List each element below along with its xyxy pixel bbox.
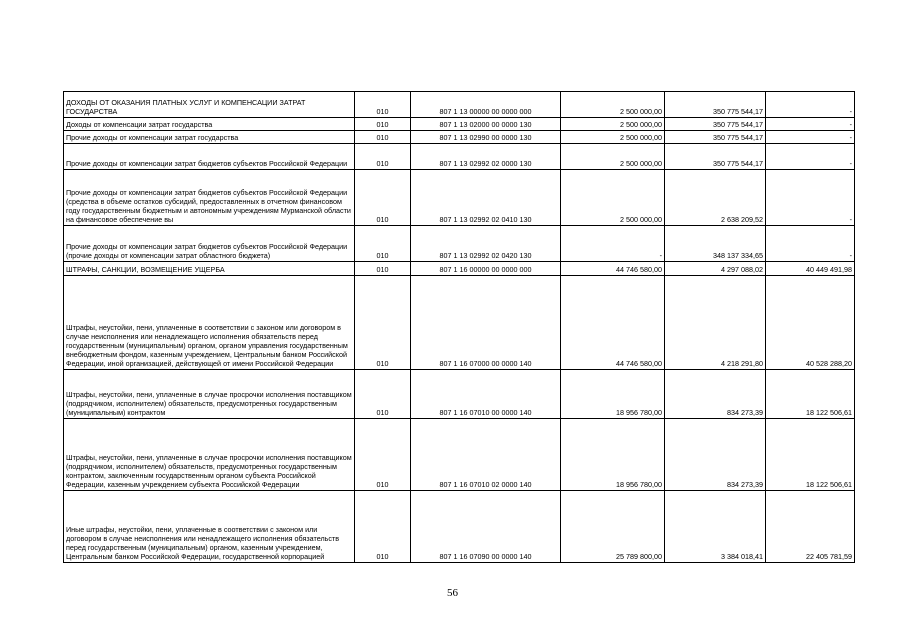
row-kbk: 807 1 16 07010 02 0000 140 xyxy=(411,419,561,491)
row-name: Иные штрафы, неустойки, пени, уплаченные в соответствии с законом или договором в случае неисполнения или ненадлежащего исполнения обязательств перед государственным (муниципальным) органом, казенным учреждением, Центральным банком Российской Федерации, государственной корпорацией xyxy=(64,491,355,563)
row-name: Штрафы, неустойки, пени, уплаченные в случае просрочки исполнения поставщиком (подрядчиком, исполнителем) обязательств, предусмотренных государственным контрактом, заключенным государственным органом субъекта Российской Федерации, казенным учреждением субъекта Российской Федерации xyxy=(64,419,355,491)
row-rest: - xyxy=(766,131,855,144)
row-fact: 3 384 018,41 xyxy=(665,491,766,563)
row-rest: - xyxy=(766,92,855,118)
row-plan: 2 500 000,00 xyxy=(561,118,665,131)
row-fact: 350 775 544,17 xyxy=(665,144,766,170)
table-row xyxy=(64,92,855,118)
row-name: Штрафы, неустойки, пени, уплаченные в случае просрочки исполнения поставщиком (подрядчиком, исполнителем) обязательств, предусмотренных государственным (муниципальным) контрактом xyxy=(64,370,355,419)
row-code: 010 xyxy=(355,170,411,226)
row-rest: 18 122 506,61 xyxy=(766,419,855,491)
row-kbk: 807 1 13 02000 00 0000 130 xyxy=(411,118,561,131)
table-row xyxy=(64,226,855,262)
row-fact: 834 273,39 xyxy=(665,419,766,491)
row-fact: 2 638 209,52 xyxy=(665,170,766,226)
row-rest: - xyxy=(766,170,855,226)
row-name: ДОХОДЫ ОТ ОКАЗАНИЯ ПЛАТНЫХ УСЛУГ И КОМПЕНСАЦИИ ЗАТРАТ ГОСУДАРСТВА xyxy=(64,92,355,118)
row-plan: 25 789 800,00 xyxy=(561,491,665,563)
row-kbk: 807 1 13 02990 00 0000 130 xyxy=(411,131,561,144)
row-name: Прочие доходы от компенсации затрат бюджетов субъектов Российской Федерации (средства в объеме остатков субсидий, предоставленных в отчетном финансовом году государственным бюджетным и автономным учреждениям Мурманской области на финансовое обеспечение вы xyxy=(64,170,355,226)
row-rest: - xyxy=(766,118,855,131)
row-kbk: 807 1 16 00000 00 0000 000 xyxy=(411,262,561,276)
row-code: 010 xyxy=(355,276,411,370)
row-plan: 44 746 580,00 xyxy=(561,262,665,276)
row-code: 010 xyxy=(355,491,411,563)
row-plan: 18 956 780,00 xyxy=(561,419,665,491)
row-fact: 4 218 291,80 xyxy=(665,276,766,370)
row-rest: 22 405 781,59 xyxy=(766,491,855,563)
row-kbk: 807 1 16 07090 00 0000 140 xyxy=(411,491,561,563)
row-kbk: 807 1 13 02992 02 0000 130 xyxy=(411,144,561,170)
row-rest: 40 449 491,98 xyxy=(766,262,855,276)
row-plan: 2 500 000,00 xyxy=(561,144,665,170)
row-code: 010 xyxy=(355,370,411,419)
row-name: ШТРАФЫ, САНКЦИИ, ВОЗМЕЩЕНИЕ УЩЕРБА xyxy=(64,262,355,276)
row-rest: - xyxy=(766,226,855,262)
row-plan: 2 500 000,00 xyxy=(561,131,665,144)
row-plan: 18 956 780,00 xyxy=(561,370,665,419)
row-code: 010 xyxy=(355,144,411,170)
table-row xyxy=(64,276,855,370)
row-code: 010 xyxy=(355,226,411,262)
row-kbk: 807 1 13 00000 00 0000 000 xyxy=(411,92,561,118)
row-code: 010 xyxy=(355,419,411,491)
row-fact: 350 775 544,17 xyxy=(665,118,766,131)
row-rest: 40 528 288,20 xyxy=(766,276,855,370)
row-fact: 4 297 088,02 xyxy=(665,262,766,276)
row-fact: 348 137 334,65 xyxy=(665,226,766,262)
table-row xyxy=(64,144,855,170)
table-row xyxy=(64,131,855,144)
row-plan: 44 746 580,00 xyxy=(561,276,665,370)
revenue-table xyxy=(63,91,855,563)
row-kbk: 807 1 16 07010 00 0000 140 xyxy=(411,370,561,419)
row-rest: - xyxy=(766,144,855,170)
row-name: Прочие доходы от компенсации затрат государства xyxy=(64,131,355,144)
row-name: Прочие доходы от компенсации затрат бюджетов субъектов Российской Федерации xyxy=(64,144,355,170)
row-code: 010 xyxy=(355,92,411,118)
row-fact: 834 273,39 xyxy=(665,370,766,419)
table-row xyxy=(64,262,855,276)
row-kbk: 807 1 13 02992 02 0420 130 xyxy=(411,226,561,262)
row-rest: 18 122 506,61 xyxy=(766,370,855,419)
row-fact: 350 775 544,17 xyxy=(665,92,766,118)
row-name: Прочие доходы от компенсации затрат бюджетов субъектов Российской Федерации (прочие доходы от компенсации затрат областного бюджета) xyxy=(64,226,355,262)
row-kbk: 807 1 16 07000 00 0000 140 xyxy=(411,276,561,370)
table-row xyxy=(64,491,855,563)
row-plan: - xyxy=(561,226,665,262)
row-plan: 2 500 000,00 xyxy=(561,92,665,118)
table-row xyxy=(64,118,855,131)
table-row xyxy=(64,370,855,419)
table-row xyxy=(64,170,855,226)
row-name: Доходы от компенсации затрат государства xyxy=(64,118,355,131)
row-name: Штрафы, неустойки, пени, уплаченные в соответствии с законом или договором в случае неисполнения или ненадлежащего исполнения обязательств перед государственным (муниципальным) органом, органом управления государственным внебюджетным фондом, казенным учреждением, Центральным банком Российской Федерации, иной организацией, действующей от имени Российской Федерации xyxy=(64,276,355,370)
row-code: 010 xyxy=(355,131,411,144)
page-number: 56 xyxy=(447,587,458,599)
row-code: 010 xyxy=(355,262,411,276)
row-plan: 2 500 000,00 xyxy=(561,170,665,226)
row-code: 010 xyxy=(355,118,411,131)
row-kbk: 807 1 13 02992 02 0410 130 xyxy=(411,170,561,226)
row-fact: 350 775 544,17 xyxy=(665,131,766,144)
table-row xyxy=(64,419,855,491)
